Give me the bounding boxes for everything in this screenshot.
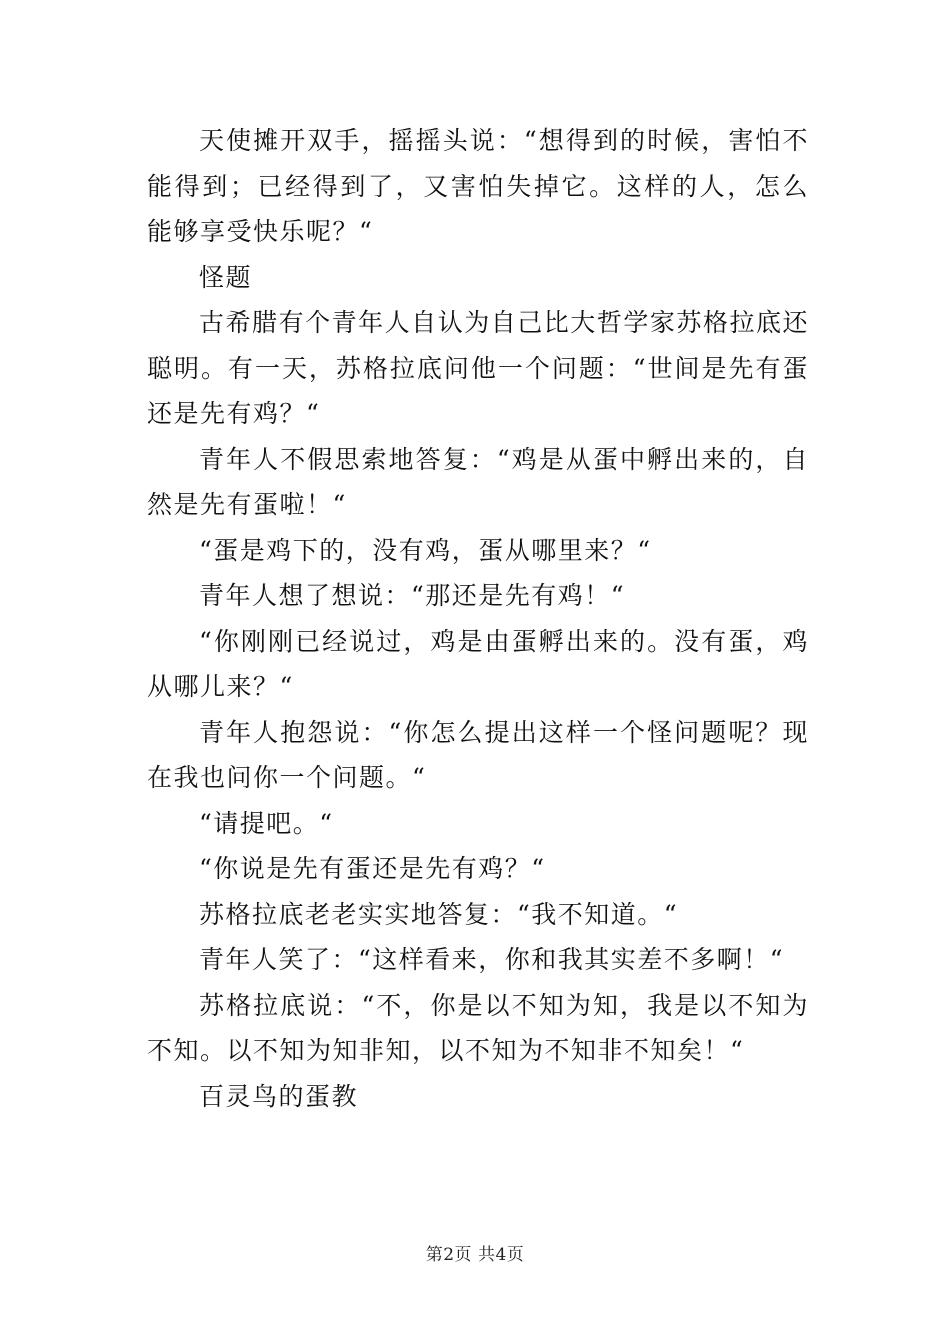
paragraph: 天使摊开双手，摇摇头说：“想得到的时候，害怕不能得到；已经得到了，又害怕失掉它。这样的人，怎么能够享受快乐呢？“ (147, 126, 809, 246)
paragraph: “蛋是鸡下的，没有鸡，蛋从哪里来？“ (199, 535, 652, 565)
paragraph: 青年人不假思索地答复：“鸡是从蛋中孵出来的，自然是先有蛋啦！“ (147, 444, 809, 519)
paragraph: 苏格拉底老老实实地答复：“我不知道。“ (199, 899, 679, 929)
paragraph: “你刚刚已经说过，鸡是由蛋孵出来的。没有蛋，鸡从哪儿来？“ (147, 626, 809, 701)
paragraph: 青年人抱怨说：“你怎么提出这样一个怪问题呢？现在我也问你一个问题。“ (147, 717, 809, 792)
paragraph: “你说是先有蛋还是先有鸡？“ (199, 854, 546, 883)
paragraph: 青年人笑了：“这样看来，你和我其实差不多啊！“ (199, 945, 785, 974)
paragraph: 青年人想了想说：“那还是先有鸡！“ (199, 581, 626, 610)
document-body (147, 118, 809, 1119)
section-heading: 怪题 (199, 262, 253, 292)
page-number-footer: 第2页 共4页 (425, 1245, 525, 1265)
section-heading: 百灵鸟的蛋教 (199, 1081, 359, 1111)
paragraph: “请提吧。“ (199, 808, 334, 838)
paragraph: 苏格拉底说：“不，你是以不知为知，我是以不知为不知。以不知为知非知，以不知为不知非不知矣！“ (147, 990, 809, 1065)
paragraph: 古希腊有个青年人自认为自己比大哲学家苏格拉底还聪明。有一天，苏格拉底问他一个问题：“世间是先有蛋还是先有鸡？“ (147, 308, 809, 428)
